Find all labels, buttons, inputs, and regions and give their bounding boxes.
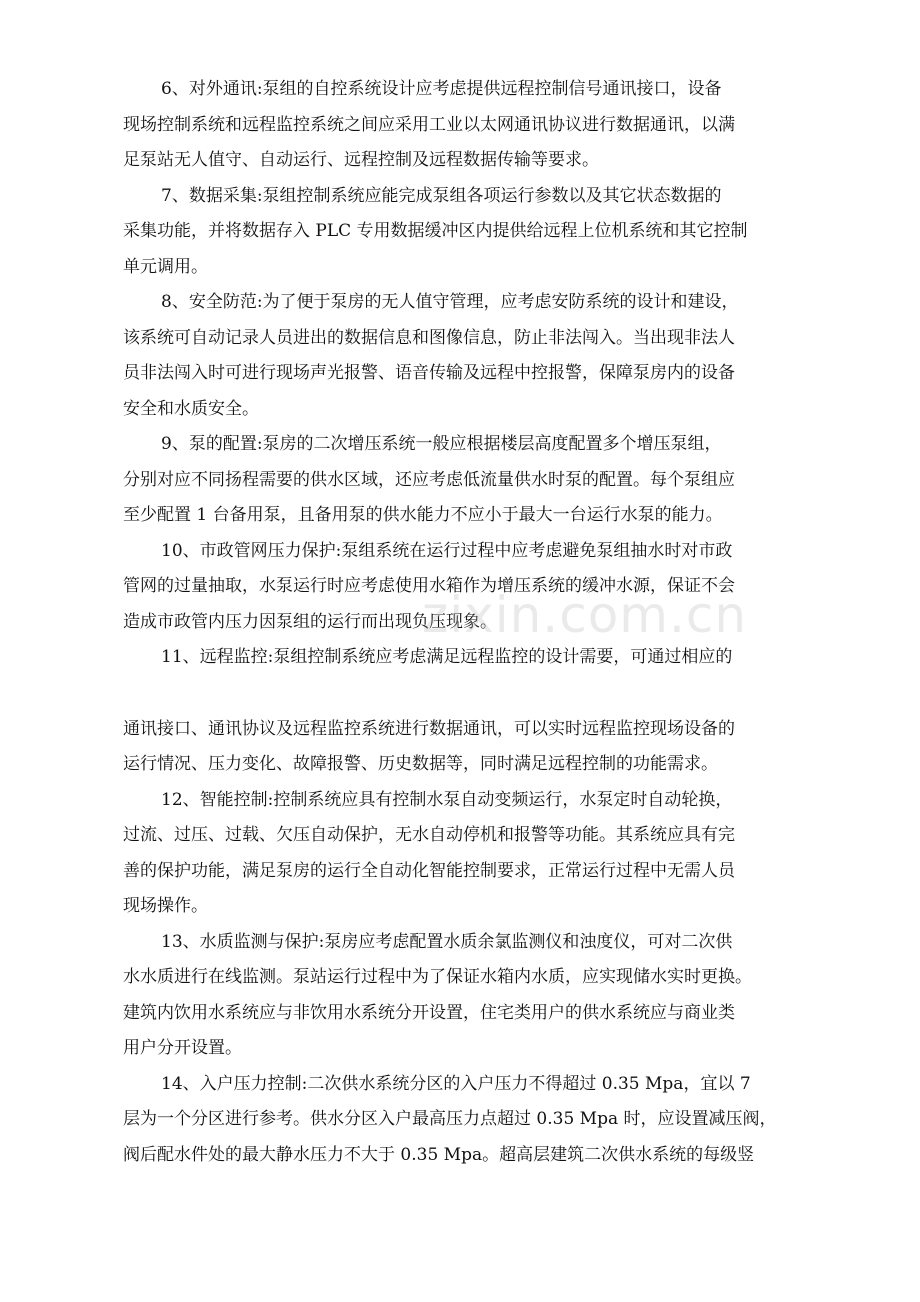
text-line: 运行情况、压力变化、故障报警、历史数据等，同时满足远程控制的功能需求。	[123, 754, 718, 774]
text-line: 阀后配水件处的最大静水压力不大于 0.35 Mpa。超高层建筑二次供水系统的每级竖	[123, 1144, 755, 1165]
text-line: 现场控制系统和远程监控系统之间应采用工业以太网通讯协议进行数据通讯，以满	[123, 114, 735, 135]
paragraph-12-intelligent-control	[123, 783, 803, 925]
text-line: 8、安全防范:为了便于泵房的无人值守管理，应考虑安防系统的设计和建设，	[161, 292, 739, 312]
text-line: 管网的过量抽取，水泵运行时应考虑使用水箱作为增压系统的缓冲水源，保证不会	[123, 576, 735, 596]
text-line: 足泵站无人值守、自动运行、远程控制及远程数据传输等要求。	[123, 150, 599, 170]
text-line: 建筑内饮用水系统应与非饮用水系统分开设置，住宅类用户的供水系统应与商业类	[123, 1002, 735, 1023]
text-line: 13、水质监测与保护:泵房应考虑配置水质余氯监测仪和浊度仪，可对二次供	[161, 931, 733, 952]
paragraph-7-data-collection	[123, 179, 803, 286]
paragraph-10-municipal-pressure	[123, 534, 803, 641]
text-line: 该系统可自动记录人员进出的数据信息和图像信息，防止非法闯入。当出现非法人	[123, 327, 735, 348]
paragraph-6-external-communication	[123, 72, 803, 179]
paragraph-13-water-quality	[123, 925, 803, 1067]
text-line: 安全和水质安全。	[123, 398, 259, 419]
text-line: 水水质进行在线监测。泵站运行过程中为了保证水箱内水质，应实现储水实时更换。	[123, 967, 752, 987]
paragraph-9-pump-configuration	[123, 427, 803, 534]
watermark-text: zixin.com.cn	[422, 586, 748, 644]
text-line: 采集功能，并将数据存入 PLC 专用数据缓冲区内提供给远程上位机系统和其它控制	[123, 221, 748, 241]
text-line: 9、泵的配置:泵房的二次增压系统一般应根据楼层高度配置多个增压泵组，	[161, 434, 722, 454]
text-line: 14、入户压力控制:二次供水系统分区的入户压力不得超过 0.35 Mpa，宜以 7	[161, 1073, 751, 1094]
text-line: 现场操作。	[123, 896, 208, 916]
document-body	[123, 72, 803, 1173]
paragraph-8-security	[123, 285, 803, 427]
text-line: 分别对应不同扬程需要的供水区域，还应考虑低流量供水时泵的配置。每个泵组应	[123, 469, 735, 490]
text-line: 通讯接口、通讯协议及远程监控系统进行数据通讯，可以实时远程监控现场设备的	[123, 718, 735, 739]
text-line: 10、市政管网压力保护:泵组系统在运行过程中应考虑避免泵组抽水时对市政	[161, 540, 733, 561]
text-line: 善的保护功能，满足泵房的运行全自动化智能控制要求，正常运行过程中无需人员	[123, 860, 735, 881]
text-line: 用户分开设置。	[123, 1038, 242, 1058]
paragraph-14-household-pressure	[123, 1067, 803, 1174]
text-line: 7、数据采集:泵组控制系统应能完成泵组各项运行参数以及其它状态数据的	[161, 185, 722, 206]
paragraph-11-continued	[123, 712, 803, 783]
text-line: 造成市政管内压力因泵组的运行而出现负压现象。	[123, 611, 497, 632]
paragraph-11-remote-monitoring	[123, 640, 803, 676]
text-line: 6、对外通讯:泵组的自控系统设计应考虑提供远程控制信号通讯接口，设备	[161, 79, 722, 99]
text-line: 11、远程监控:泵组控制系统应考虑满足远程监控的设计需要，可通过相应的	[161, 647, 733, 667]
text-line: 过流、过压、过载、欠压自动保护，无水自动停机和报警等功能。其系统应具有完	[123, 825, 735, 845]
text-line: 单元调用。	[123, 256, 208, 277]
text-line: 员非法闯入时可进行现场声光报警、语音传输及远程中控报警，保障泵房内的设备	[123, 363, 735, 383]
text-line: 12、智能控制:控制系统应具有控制水泵自动变频运行，水泵定时自动轮换，	[161, 789, 733, 810]
text-line: 层为一个分区进行参考。供水分区入户最高压力点超过 0.35 Mpa 时，应设置减压阀，	[123, 1109, 777, 1129]
text-line: 至少配置 1 台备用泵，且备用泵的供水能力不应小于最大一台运行水泵的能力。	[123, 505, 723, 525]
